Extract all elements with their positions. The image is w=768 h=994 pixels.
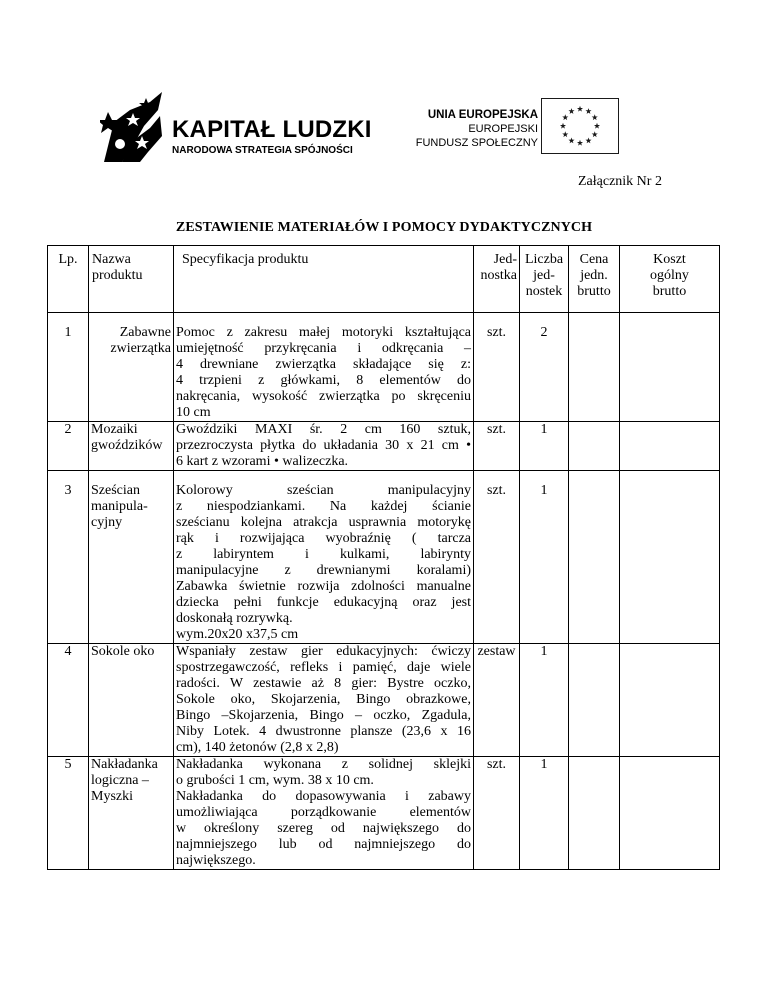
- row-name: Zabawne zwierzątka: [89, 313, 174, 422]
- table-row: [48, 644, 720, 757]
- eu-line-1: UNIA EUROPEJSKA: [427, 109, 538, 121]
- row-qty: 1: [520, 422, 569, 471]
- row-lp: 4: [48, 644, 89, 757]
- row-lp: 2: [48, 422, 89, 471]
- header-qty: Liczba jed- nostek: [520, 246, 569, 313]
- row-name: Nakładanka logiczna – Myszki: [89, 757, 174, 870]
- row-qty: 2: [520, 313, 569, 422]
- row-spec: Kolorowy sześcian manipulacyjny z niespodziankami. Na każdej ścianie sześcianu kolejna atrakcja usprawnia motorykę rąk i rozwijająca wyobraźnię ( tarcza z labiryntem i kulkami, labirynty manipulacyjne z drewnianymi koralami) Zabawka świetnie rozwija zdolności manualne dziecka pełni funkcje edukacyjną oraz jest doskonałą rozrywką. wym.20x20 x37,5 cm: [174, 471, 474, 644]
- row-price: [569, 471, 620, 644]
- table-row: [48, 313, 720, 422]
- table-row: [48, 757, 720, 870]
- row-spec: Wspaniały zestaw gier edukacyjnych: ćwiczy spostrzegawczość, refleks i pamięć, daje wiele radości. W zestawie aż 8 gier: Bystre oczko, Sokole oko, Skojarzenia, Bingo obrazkowe, Bingo –Skojarzenia, Bingo – oczko, Zgadula, Niby Lotek. 4 dwustronne plansze (23,6 x 16 cm), 140 żetonów (2,8 x 2,8): [174, 644, 474, 757]
- row-unit: szt.: [474, 471, 520, 644]
- eu-line-3: FUNDUSZ SPOŁECZNY: [415, 137, 538, 149]
- row-cost: [620, 757, 720, 870]
- row-cost: [620, 644, 720, 757]
- row-price: [569, 644, 620, 757]
- row-spec: Gwoździki MAXI śr. 2 cm 160 sztuk, przezroczysta płytka do układania 30 x 21 cm • 6 kart z wzorami • walizeczka.: [174, 422, 474, 471]
- row-cost: [620, 471, 720, 644]
- row-unit: szt.: [474, 422, 520, 471]
- eu-line-2: EUROPEJSKI: [468, 123, 538, 135]
- header-lp: Lp.: [48, 246, 89, 313]
- header-name: Nazwa produktu: [89, 246, 174, 313]
- row-qty: 1: [520, 471, 569, 644]
- row-spec: Pomoc z zakresu małej motoryki kształtująca umiejętność przykręcania i odkręcania – 4 drewniane zwierzątka składające się z: 4 trzpieni z główkami, 8 elementów do nakręcania, wysokość zwierzątka po skręceniu 10 cm: [174, 313, 474, 422]
- kapital-ludzki-emblem-icon: [100, 92, 166, 162]
- row-cost: [620, 422, 720, 471]
- row-price: [569, 422, 620, 471]
- document-title: ZESTAWIENIE MATERIAŁÓW I POMOCY DYDAKTYCZNYCH: [175, 220, 593, 235]
- row-name: Mozaiki gwoździków: [89, 422, 174, 471]
- header-cost: Koszt ogólny brutto: [620, 246, 720, 313]
- kapital-ludzki-logo: [100, 92, 372, 162]
- table-row: [48, 471, 720, 644]
- row-price: [569, 757, 620, 870]
- annex-label: Załącznik Nr 2: [578, 174, 662, 189]
- row-price: [569, 313, 620, 422]
- row-lp: 3: [48, 471, 89, 644]
- row-spec: Nakładanka wykonana z solidnej sklejki o grubości 1 cm, wym. 38 x 10 cm. Nakładanka do dopasowywania i zabawy umożliwiająca porządkowanie elementów w określony szereg od największego do najmniejszego lub od najmniejszego do największego.: [174, 757, 474, 870]
- row-unit: zestaw: [474, 644, 520, 757]
- kapital-ludzki-title: KAPITAŁ LUDZKI: [172, 116, 372, 143]
- eu-flag-icon: [541, 98, 619, 154]
- row-qty: 1: [520, 757, 569, 870]
- materials-table: [47, 245, 720, 870]
- table-row: [48, 422, 720, 471]
- header-unit: Jed- nostka: [474, 246, 520, 313]
- eu-fund-text: [410, 108, 538, 150]
- row-cost: [620, 313, 720, 422]
- header-spec: Specyfikacja produktu: [174, 246, 474, 313]
- row-unit: szt.: [474, 313, 520, 422]
- table-header-row: [48, 246, 720, 313]
- kapital-ludzki-subtitle: NARODOWA STRATEGIA SPÓJNOŚCI: [172, 145, 353, 156]
- header-price: Cena jedn. brutto: [569, 246, 620, 313]
- row-unit: szt.: [474, 757, 520, 870]
- row-name: Sześcian manipula- cyjny: [89, 471, 174, 644]
- row-lp: 5: [48, 757, 89, 870]
- row-qty: 1: [520, 644, 569, 757]
- row-lp: 1: [48, 313, 89, 422]
- row-name: Sokole oko: [89, 644, 174, 757]
